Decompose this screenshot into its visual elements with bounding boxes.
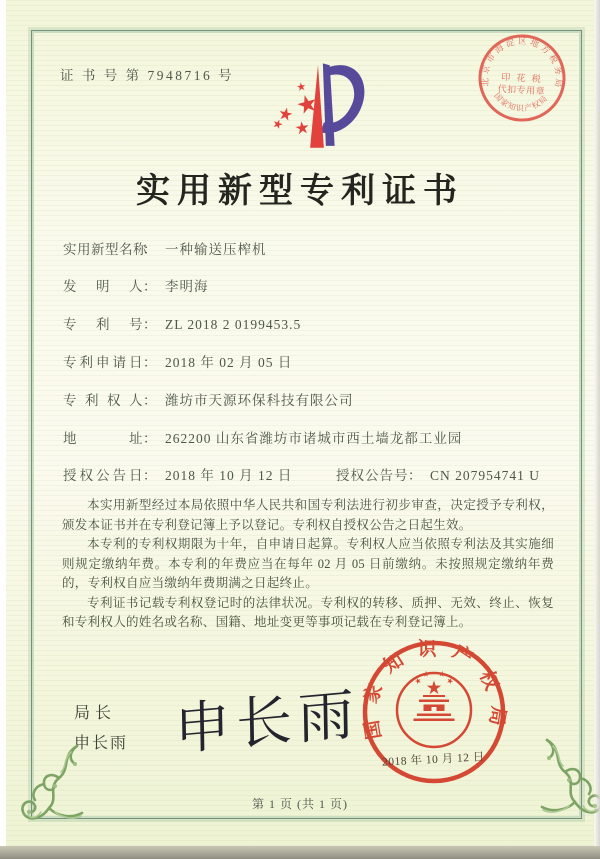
field-row-patent-number <box>63 313 555 333</box>
scan-edge-bottom <box>0 846 600 859</box>
cnipa-logo-icon <box>262 56 370 162</box>
field-value: ZL 2018 2 0199453.5 <box>165 317 302 332</box>
seal-date: 2018 年 10 月 12 日 <box>381 751 486 769</box>
field-value: 一种输送压榨机 <box>165 242 267 257</box>
logo-red-wedge <box>310 65 324 147</box>
corner-ornament-icon <box>527 736 600 832</box>
field-row-filing-date <box>63 351 555 371</box>
field-label: 地址 <box>63 431 143 446</box>
stamp-duty-seal-icon <box>474 30 570 126</box>
certificate-number: 证 书 号 第 7948716 号 <box>60 68 235 83</box>
tax-stamp-arc-bottom: 国家知识产权局 <box>492 91 550 114</box>
signer-name: 申长雨 <box>74 735 129 752</box>
field-row-inventor <box>63 275 555 295</box>
field-label: 专利号 <box>63 317 143 332</box>
body-paragraph: 专利证书记载专利权登记时的法律状况。专利权的转移、质押、无效、终止、恢复和专利权人的姓名或名称、国籍、地址变更等事项记载在专利登记簿上。 <box>62 595 554 629</box>
field-label: 专利权人 <box>63 393 143 408</box>
field-label: 发明人 <box>63 279 143 294</box>
scan-edge-right <box>593 0 600 859</box>
certificate-page <box>6 0 594 846</box>
corner-ornament-icon <box>11 742 97 838</box>
field-label: 专利申请日 <box>63 355 143 370</box>
colon: ： <box>143 279 157 294</box>
field-label: 授权公告日 <box>63 468 143 483</box>
logo-p-stem <box>323 63 335 145</box>
colon: ： <box>408 468 422 483</box>
field-grant-number <box>336 464 540 484</box>
colon: ： <box>143 355 157 370</box>
field-label: 授权公告号 <box>336 468 408 483</box>
logo-stars <box>272 82 318 135</box>
tax-stamp-line2: 代扣专用章 <box>497 83 546 97</box>
signer-title: 局长 <box>74 705 117 722</box>
tax-stamp-arc-top: 北京市海淀区地方税务局 <box>479 35 565 92</box>
field-row-address <box>63 427 555 447</box>
field-value: 潍坊市天源环保科技有限公司 <box>165 393 354 408</box>
certificate-title: 实用新型专利证书 <box>136 173 464 210</box>
page-number: 第 1 页 (共 1 页) <box>252 797 348 811</box>
tax-stamp-line1: 印 花 税 <box>501 71 543 85</box>
field-value: 2018 年 02 月 05 日 <box>165 355 293 370</box>
certificate-body-text <box>62 496 554 633</box>
field-value: 2018 年 10 月 12 日 <box>165 468 293 483</box>
colon: ： <box>143 468 157 483</box>
colon: ： <box>143 242 157 257</box>
body-paragraph: 本实用新型经过本局依照中华人民共和国专利法进行初步审查，决定授予专利权，颁发本证书并在专利登记簿上予以登记。专利权自授权公告之日起生效。 <box>62 498 554 532</box>
field-value: 262200 山东省潍坊市诸城市西土墙龙都工业园 <box>165 431 463 446</box>
colon: ： <box>143 393 157 408</box>
field-label: 实用新型名称 <box>63 242 147 257</box>
seal-ring-text: 国家知识产权局 <box>359 639 509 741</box>
body-paragraph: 本专利的专利权期限为十年，自申请日起算。专利权人应当依照专利法及其实施细则规定缴纳年费。本专利的年费应当在每年 02 月 05 日前缴纳。未按照规定缴纳年费的，专利权自应当缴纳年费期满之日起终止。 <box>62 537 554 590</box>
handwritten-signature: 申长雨 <box>173 683 361 763</box>
national-emblem-icon <box>397 670 471 747</box>
field-value: 李明海 <box>165 279 209 294</box>
field-row-invention-name <box>63 238 555 258</box>
field-row-grant-date <box>63 464 555 484</box>
colon: ： <box>143 317 157 332</box>
colon: ： <box>143 431 157 446</box>
field-row-patentee <box>63 389 555 409</box>
field-value: CN 207954741 U <box>430 468 541 483</box>
